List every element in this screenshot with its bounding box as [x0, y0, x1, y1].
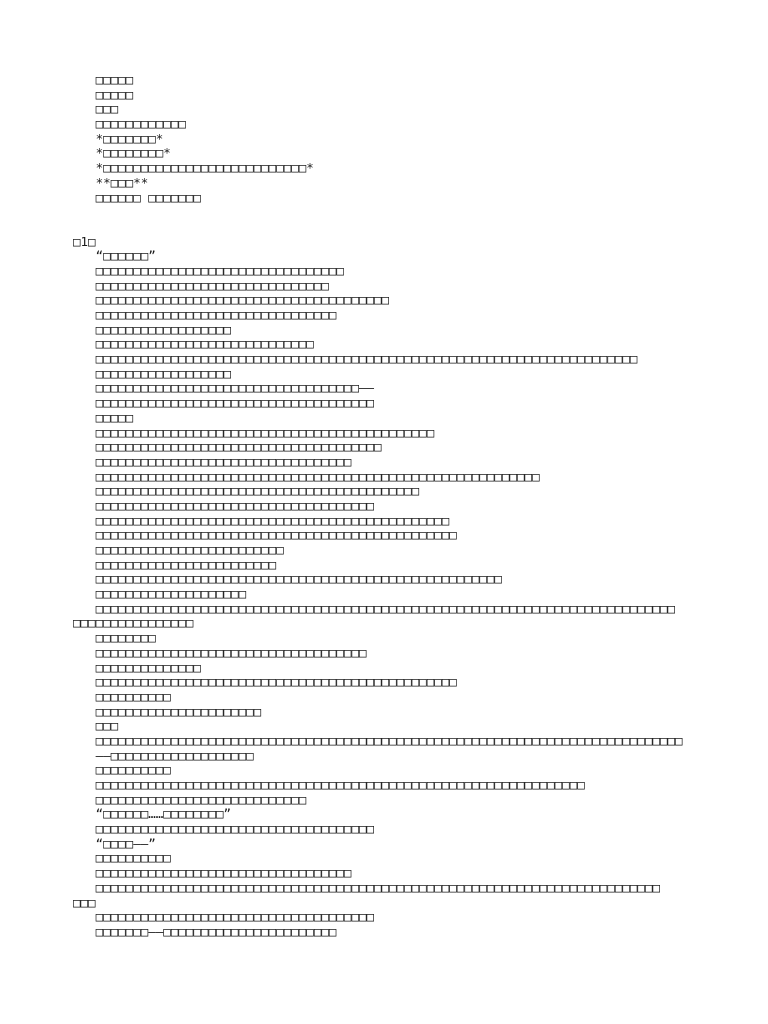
paragraph-line: □□□□□□□□□□□□□□□□□□□□□□□□□□□□□□□□□□□□□□□□□□□□□□□□□□□□□□□□□□□□□□□□□□□□□□□□□□□□□	[73, 600, 676, 616]
document-text	[73, 73, 683, 940]
paragraph-line: □□□□□□□□□□□□□□□□□□□□	[73, 586, 247, 602]
paragraph-line: □□□□□□□□□□□□□□□□□□□□□□□□□□□□□□□□□□□□□□□□□□□□□□□	[73, 512, 450, 528]
front-matter-line: *□□□□□□□□□□□□□□□□□□□□□□□□□□□*	[73, 160, 314, 176]
paragraph-line: ——□□□□□□□□□□□□□□□□□□□	[73, 747, 254, 763]
paragraph-line: “□□□□——”	[73, 835, 156, 851]
front-matter-line: □□□□□□ □□□□□□□	[73, 189, 201, 205]
paragraph-line: □□□□□□□□□□□□□□□□	[73, 615, 194, 631]
section-spacer	[73, 205, 683, 234]
paragraph-line: □□□□□□□□□□□□□□□□□□□□□□□□□□□□□□□□□□□——	[73, 380, 375, 396]
paragraph-line: □□□□□□□□□□□□□□□□□□□□□□□□□□□□	[73, 791, 307, 807]
paragraph-line: □□□	[73, 894, 96, 910]
front-matter-line: □□□	[73, 101, 119, 117]
paragraph-line: □□□□□□□□□□□□□□□□□□□□□□	[73, 703, 262, 719]
paragraph-line: □□□□□□□□□□□□□□□□□□□□□□□□□□□□□□□□□□□□□□□□□□□□□□□□	[73, 674, 457, 690]
paragraph-line: □□□	[73, 718, 119, 734]
paragraph-line: □□□□□□□□□□□□□□□□□□□□□□□□□□□□□□□□□□□□□	[73, 497, 375, 513]
paragraph-line: □□□□□□□□□□	[73, 688, 171, 704]
chapter-heading: □1□	[73, 233, 96, 249]
paragraph-line: □□□□□□□□□□□□□□□□□□□□□□□□□□□□□□□□□□	[73, 865, 352, 881]
paragraph-line: □□□□□□□□□□	[73, 850, 171, 866]
paragraph-line: □□□□□□□□□□□□□□□□□□□□□□□□□□□□□□□□□□□□□□□□□□□□□□□□	[73, 527, 457, 543]
paragraph-line: □□□□□□□□	[73, 630, 156, 646]
paragraph-line: □□□□□□□□□□□□□□□□□□□□□□□□□□□□□□□	[73, 277, 329, 293]
chapter-section	[73, 235, 683, 940]
paragraph-line: “□□□□□□”	[73, 248, 156, 264]
paragraph-line: □□□□□□□□□□□□□□□□□□□□□□□□□□□□□□□□□□□□□□□□□□□□□□□□□□□□□□	[73, 571, 502, 587]
paragraph-line: □□□□□□□□□□□□□□□□□□□□□□□□□□□□□□□□□	[73, 262, 344, 278]
paragraph-line: □□□□□□□□□□□□□□□□□□□□□□□□□□□□□□□□□□□□□	[73, 821, 375, 837]
paragraph-line: □□□□□□□□□□□□□□□□□□□□□□□□□□□□□	[73, 336, 314, 352]
paragraph-line: □□□□□□□□□□□□□□□□□□□□□□□□□□□□□□□□□□□□□	[73, 395, 375, 411]
front-matter-line: □□□□□□□□□□□□	[73, 116, 186, 132]
paragraph-line: □□□□□□□——□□□□□□□□□□□□□□□□□□□□□□□	[73, 923, 337, 939]
front-matter-line: *□□□□□□□□*	[73, 145, 171, 161]
paragraph-line: □□□□□□□□□□□□□□□□□□□□□□□□□□□□□□□□□□□□□□□□□□□□□□□□□□□□□□□□□□□	[73, 468, 540, 484]
paragraph-line: □□□□□□□□□□□□□□□□□□□□□□□□□	[73, 542, 284, 558]
paragraph-line: □□□□□□□□□□□□□□	[73, 659, 201, 675]
paragraph-line: □□□□□□□□□□□□□□□□□□□□□□□□□□□□□□□□□□□□□□□□□□□□□□□□□□□□□□□□□□□□□□□□□□□□□□□□□□□□□□	[73, 732, 683, 748]
paragraph-line: □□□□□□□□□□□□□□□□□□□□□□□□□□□□□□□□□□	[73, 453, 352, 469]
paragraph-line: □□□□□□□□□□□□□□□□□□□□□□□□□□□□□□□□□□□□□□	[73, 439, 382, 455]
paragraph-line: □□□□□□□□□□□□□□□□□□□□□□□□□□□□□□□□□□□□□□□□□□□□□	[73, 424, 435, 440]
paragraph-line: “□□□□□□……□□□□□□□□”	[73, 806, 232, 822]
paragraph-line: □□□□□□□□□□□□□□□□□□□□□□□□□□□□□□□□□□□□□□□□□□□	[73, 483, 420, 499]
front-matter	[73, 73, 683, 205]
paragraph-line: □□□□□□□□□□□□□□□□□□□□□□□□	[73, 556, 277, 572]
paragraph-line: □□□□□□□□□□□□□□□□□□□□□□□□□□□□□□□□□□□□□□□□□□□□□□□□□□□□□□□□□□□□□□□□□□□□□□□□	[73, 351, 638, 367]
front-matter-line: *□□□□□□□*	[73, 130, 164, 146]
front-matter-line: **□□□**	[73, 174, 149, 190]
paragraph-line: □□□□□□□□□□□□□□□□□□□□□□□□□□□□□□□□	[73, 307, 337, 323]
front-matter-line: □□□□□	[73, 86, 134, 102]
paragraph-line: □□□□□□□□□□□□□□□□□□□□□□□□□□□□□□□□□□□□□□□	[73, 292, 390, 308]
paragraph-line: □□□□□□□□□□□□□□□□□□	[73, 365, 232, 381]
paragraph-line: □□□□□□□□□□□□□□□□□□□□□□□□□□□□□□□□□□□□□□□□□□□□□□□□□□□□□□□□□□□□□□□□□□□□□□□□□□□	[73, 879, 660, 895]
paragraph-line: □□□□□□□□□□□□□□□□□□□□□□□□□□□□□□□□□□□□□□□□□□□□□□□□□□□□□□□□□□□□□□□□□	[73, 777, 585, 793]
paragraph-line: □□□□□□□□□□	[73, 762, 171, 778]
paragraph-line: □□□□□	[73, 409, 134, 425]
paragraph-line: □□□□□□□□□□□□□□□□□□□□□□□□□□□□□□□□□□□□	[73, 644, 367, 660]
front-matter-line: □□□□□	[73, 72, 134, 87]
paragraph-line: □□□□□□□□□□□□□□□□□□□□□□□□□□□□□□□□□□□□□	[73, 909, 375, 925]
paragraph-line: □□□□□□□□□□□□□□□□□□	[73, 321, 232, 337]
